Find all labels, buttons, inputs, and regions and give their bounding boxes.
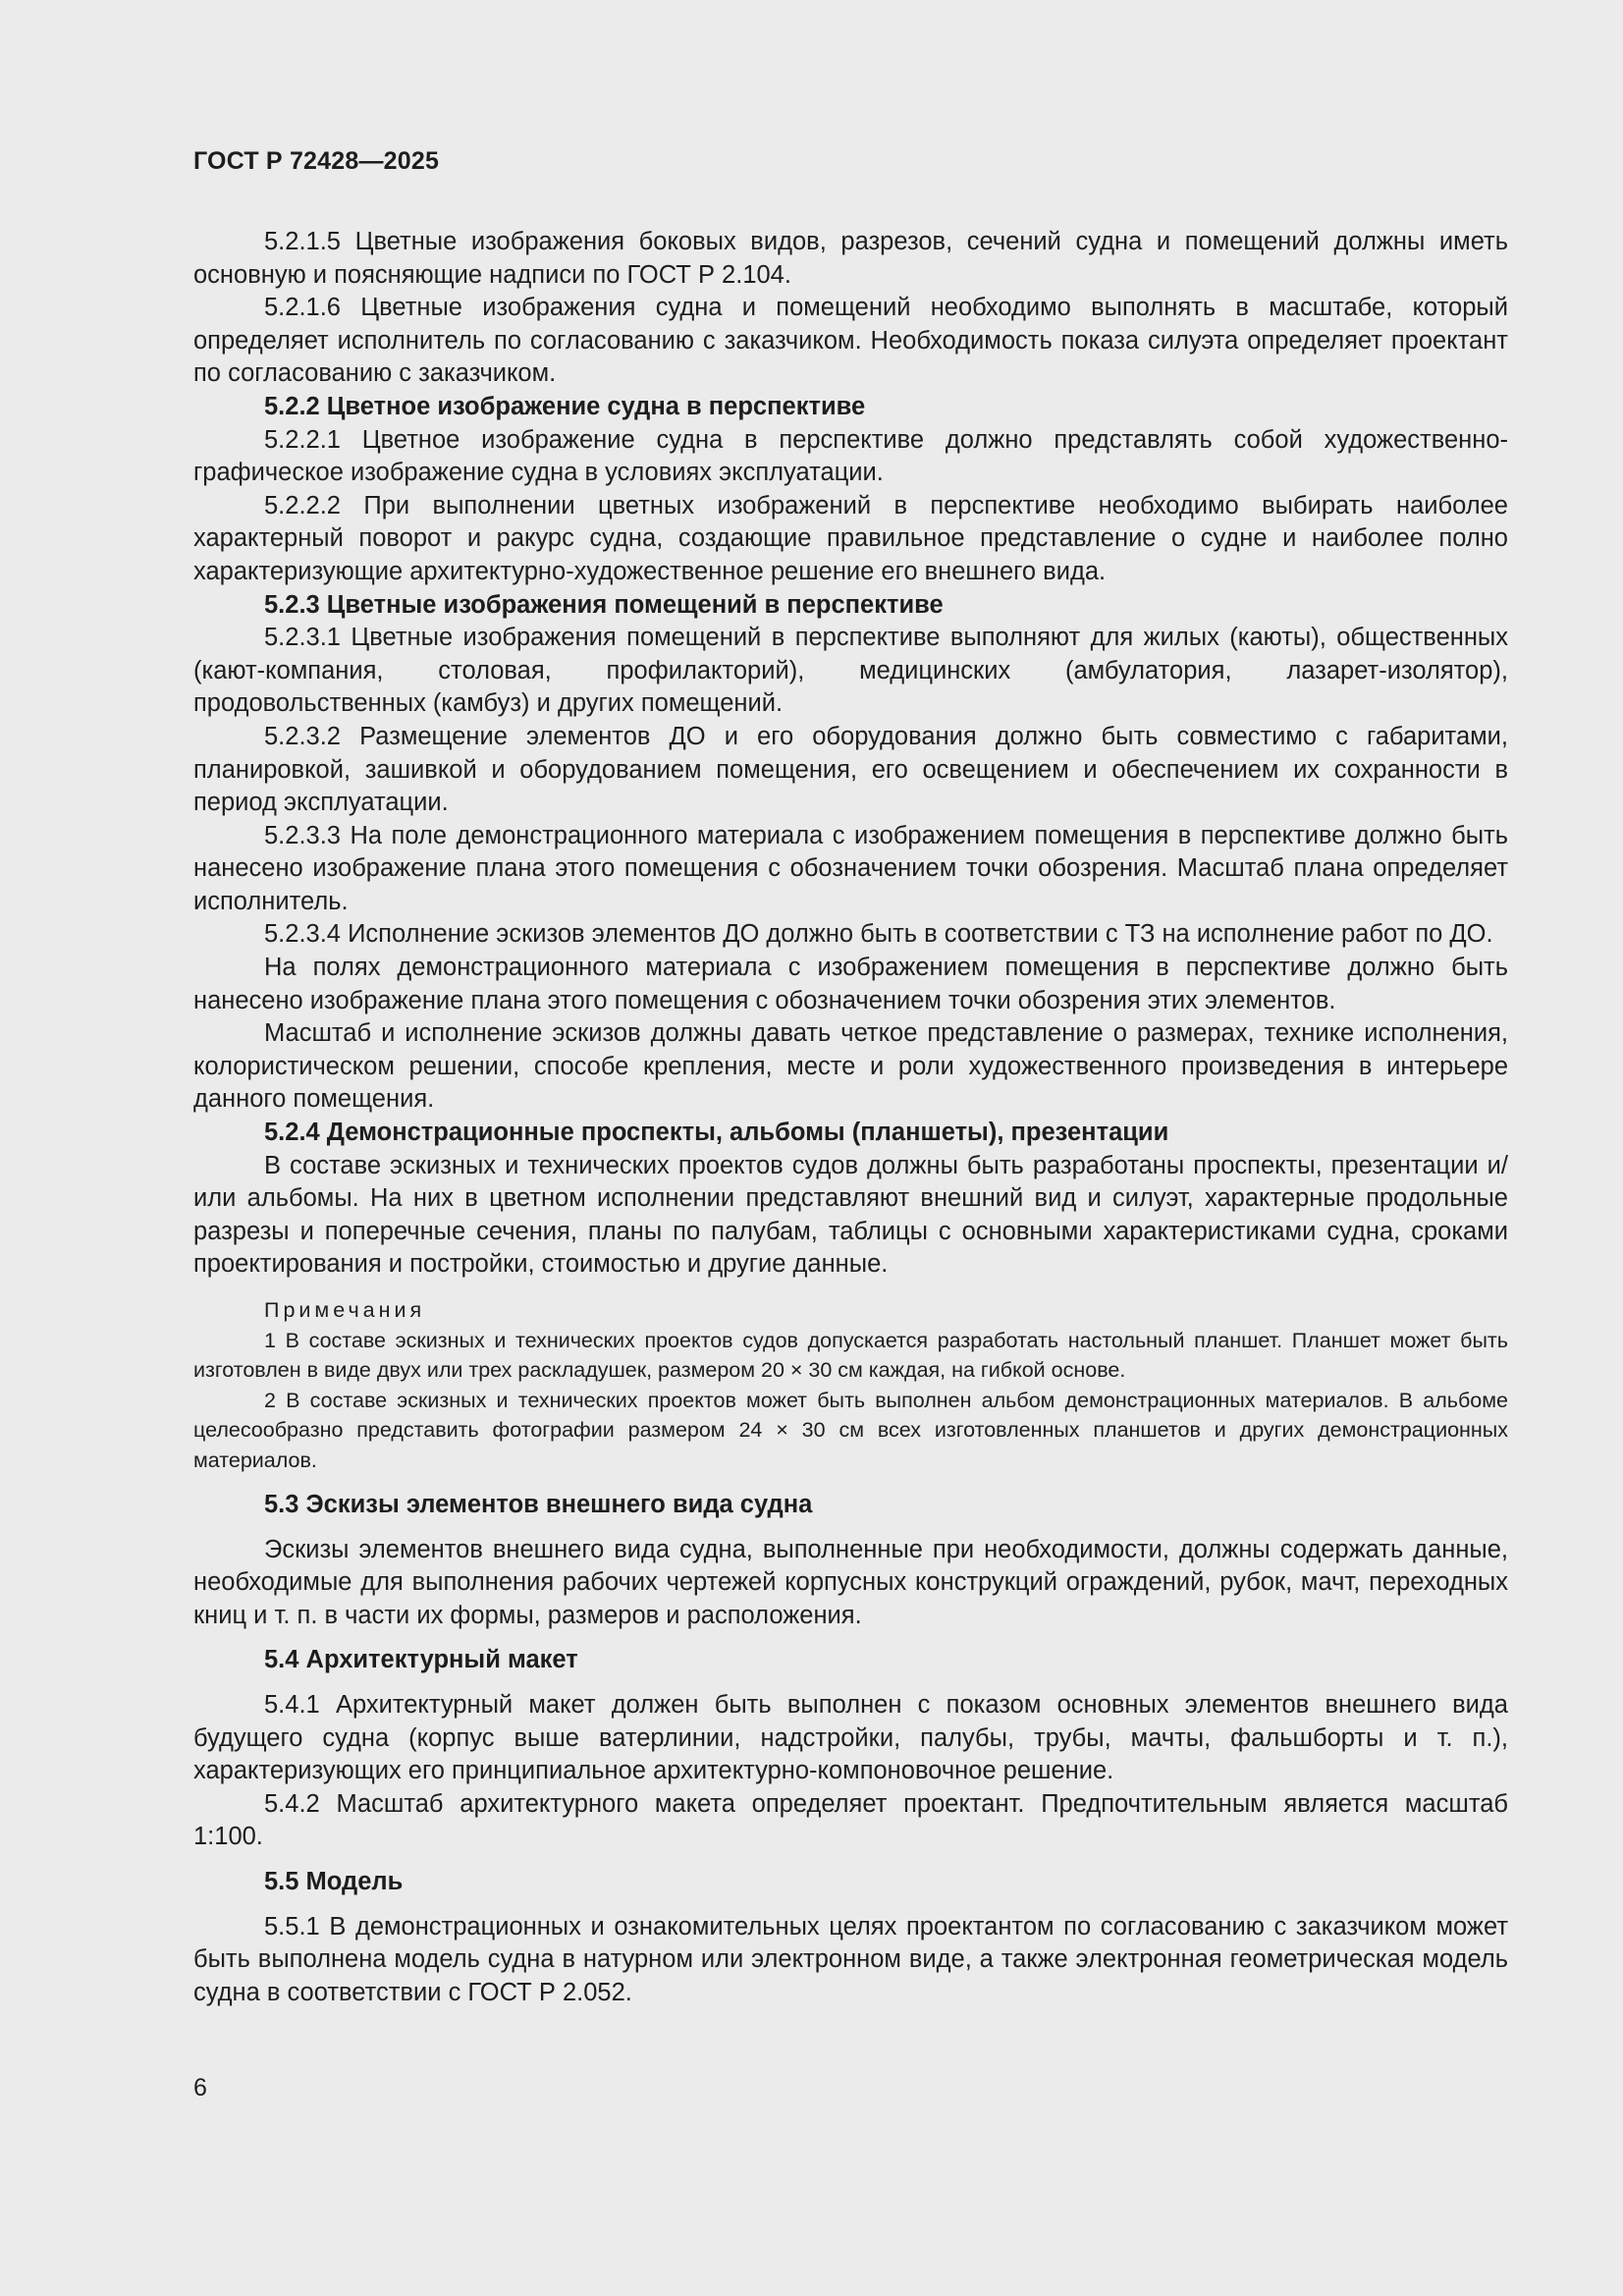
heading-5-2-3: 5.2.3 Цветные изображения помещений в перспективе <box>264 590 944 619</box>
paragraph-5-2-4: В составе эскизных и технических проектов судов должны быть разработаны проспекты, презентации и/или альбомы. На них в цветном исполнении представляют внешний вид и силуэт, характерные продольные разрезы и поперечные сечения, планы по палубам, таблицы с основными характеристиками судна, сроками проектирования и постройки, стоимостью и другие данные. <box>193 1151 1508 1279</box>
paragraph-5-2-3-3: 5.2.3.3 На поле демонстрационного материала с изображением помещения в перспективе должно быть нанесено изображение плана этого помещения с обозначением точки обозрения. Масштаб плана определяет исполнитель. <box>193 821 1508 915</box>
heading-5-4: 5.4 Архитектурный макет <box>264 1646 578 1674</box>
heading-5-2-2: 5.2.2 Цветное изображение судна в перспективе <box>264 392 866 420</box>
notes-block <box>193 1295 1508 1475</box>
document-header: ГОСТ Р 72428—2025 <box>193 147 440 175</box>
paragraph-5-2-3-1: 5.2.3.1 Цветные изображения помещений в перспективе выполняют для жилых (каюты), общественных (кают-компания, столовая, профилакторий), медицинских (амбулатория, лазарет-изолятор), продовольственных (камбуз) и других помещений. <box>193 624 1508 718</box>
paragraph-5-2-2-1: 5.2.2.1 Цветное изображение судна в перспективе должно представлять собой художественно-графическое изображение судна в условиях эксплуатации. <box>193 425 1508 487</box>
notes-label: Примечания <box>264 1298 426 1322</box>
heading-5-3: 5.3 Эскизы элементов внешнего вида судна <box>264 1491 813 1518</box>
paragraph-5-2-3-4-b: На полях демонстрационного материала с изображением помещения в перспективе должно быть нанесено изображение плана этого помещения с обозначением точки обозрения этих элементов. <box>193 954 1508 1014</box>
paragraph-5-2-3-2: 5.2.3.2 Размещение элементов ДО и его оборудования должно быть совместимо с габаритами, планировкой, зашивкой и оборудованием помещения, его освещением и обеспечением их сохранности в период эксплуатации. <box>193 722 1508 817</box>
paragraph-5-4-1: 5.4.1 Архитектурный макет должен быть выполнен с показом основных элементов внешнего вида будущего судна (корпус выше ватерлинии, надстройки, палубы, трубы, мачты, фальшборты и т. п.), характеризующих его принципиальное архитектурно-компоновочное решение. <box>193 1690 1508 1785</box>
paragraph-5-4-2: 5.4.2 Масштаб архитектурного макета определяет проектант. Предпочтительным является масштаб 1:100. <box>193 1789 1508 1851</box>
paragraph-5-2-3-4-c: Масштаб и исполнение эскизов должны давать четкое представление о размерах, технике исполнения, колористическом решении, способе крепления, месте и роли художественного произведения в интерьере данного помещения. <box>193 1019 1508 1114</box>
note-2: 2 В составе эскизных и технических проектов может быть выполнен альбом демонстрационных материалов. В альбоме целесообразно представить фотографии размером 24 × 30 см всех изготовленных планшетов и других демонстрационных материалов. <box>193 1388 1508 1472</box>
heading-5-2-4: 5.2.4 Демонстрационные проспекты, альбомы (планшеты), презентации <box>264 1119 1169 1147</box>
paragraph-5-2-1-6: 5.2.1.6 Цветные изображения судна и помещений необходимо выполнять в масштабе, который определяет исполнитель по согласованию с заказчиком. Необходимость показа силуэта определяет проектант по согласованию с заказчиком. <box>193 294 1508 388</box>
document-body <box>193 226 1508 2009</box>
paragraph-5-2-3-4: 5.2.3.4 Исполнение эскизов элементов ДО должно быть в соответствии с ТЗ на исполнение работ по ДО. <box>264 920 1493 949</box>
paragraph-5-5-1: 5.5.1 В демонстрационных и ознакомительных целях проектантом по согласованию с заказчиком может быть выполнена модель судна в натурном или электронном виде, а также электронная геометрическая модель судна в соответствии с ГОСТ Р 2.052. <box>193 1912 1508 2006</box>
paragraph-5-3: Эскизы элементов внешнего вида судна, выполненные при необходимости, должны содержать данные, необходимые для выполнения рабочих чертежей корпусных конструкций ограждений, рубок, мачт, переходных книц и т. п. в части их формы, размеров и расположения. <box>193 1535 1508 1629</box>
note-1: 1 В составе эскизных и технических проектов судов допускается разработать настольный планшет. Планшет может быть изготовлен в виде двух или трех раскладушек, размером 20 × 30 см каждая, на гибкой основе. <box>193 1328 1508 1382</box>
paragraph-5-2-2-2: 5.2.2.2 При выполнении цветных изображений в перспективе необходимо выбирать наиболее характерный поворот и ракурс судна, создающие правильное представление о судне и наиболее полно характеризующие архитектурно-художественное решение его внешнего вида. <box>193 491 1508 585</box>
heading-5-5: 5.5 Модель <box>264 1867 404 1895</box>
paragraph-5-2-1-5: 5.2.1.5 Цветные изображения боковых видов, разрезов, сечений судна и помещений должны иметь основную и поясняющие надписи по ГОСТ Р 2.104. <box>193 228 1508 289</box>
page-number: 6 <box>193 2074 207 2102</box>
